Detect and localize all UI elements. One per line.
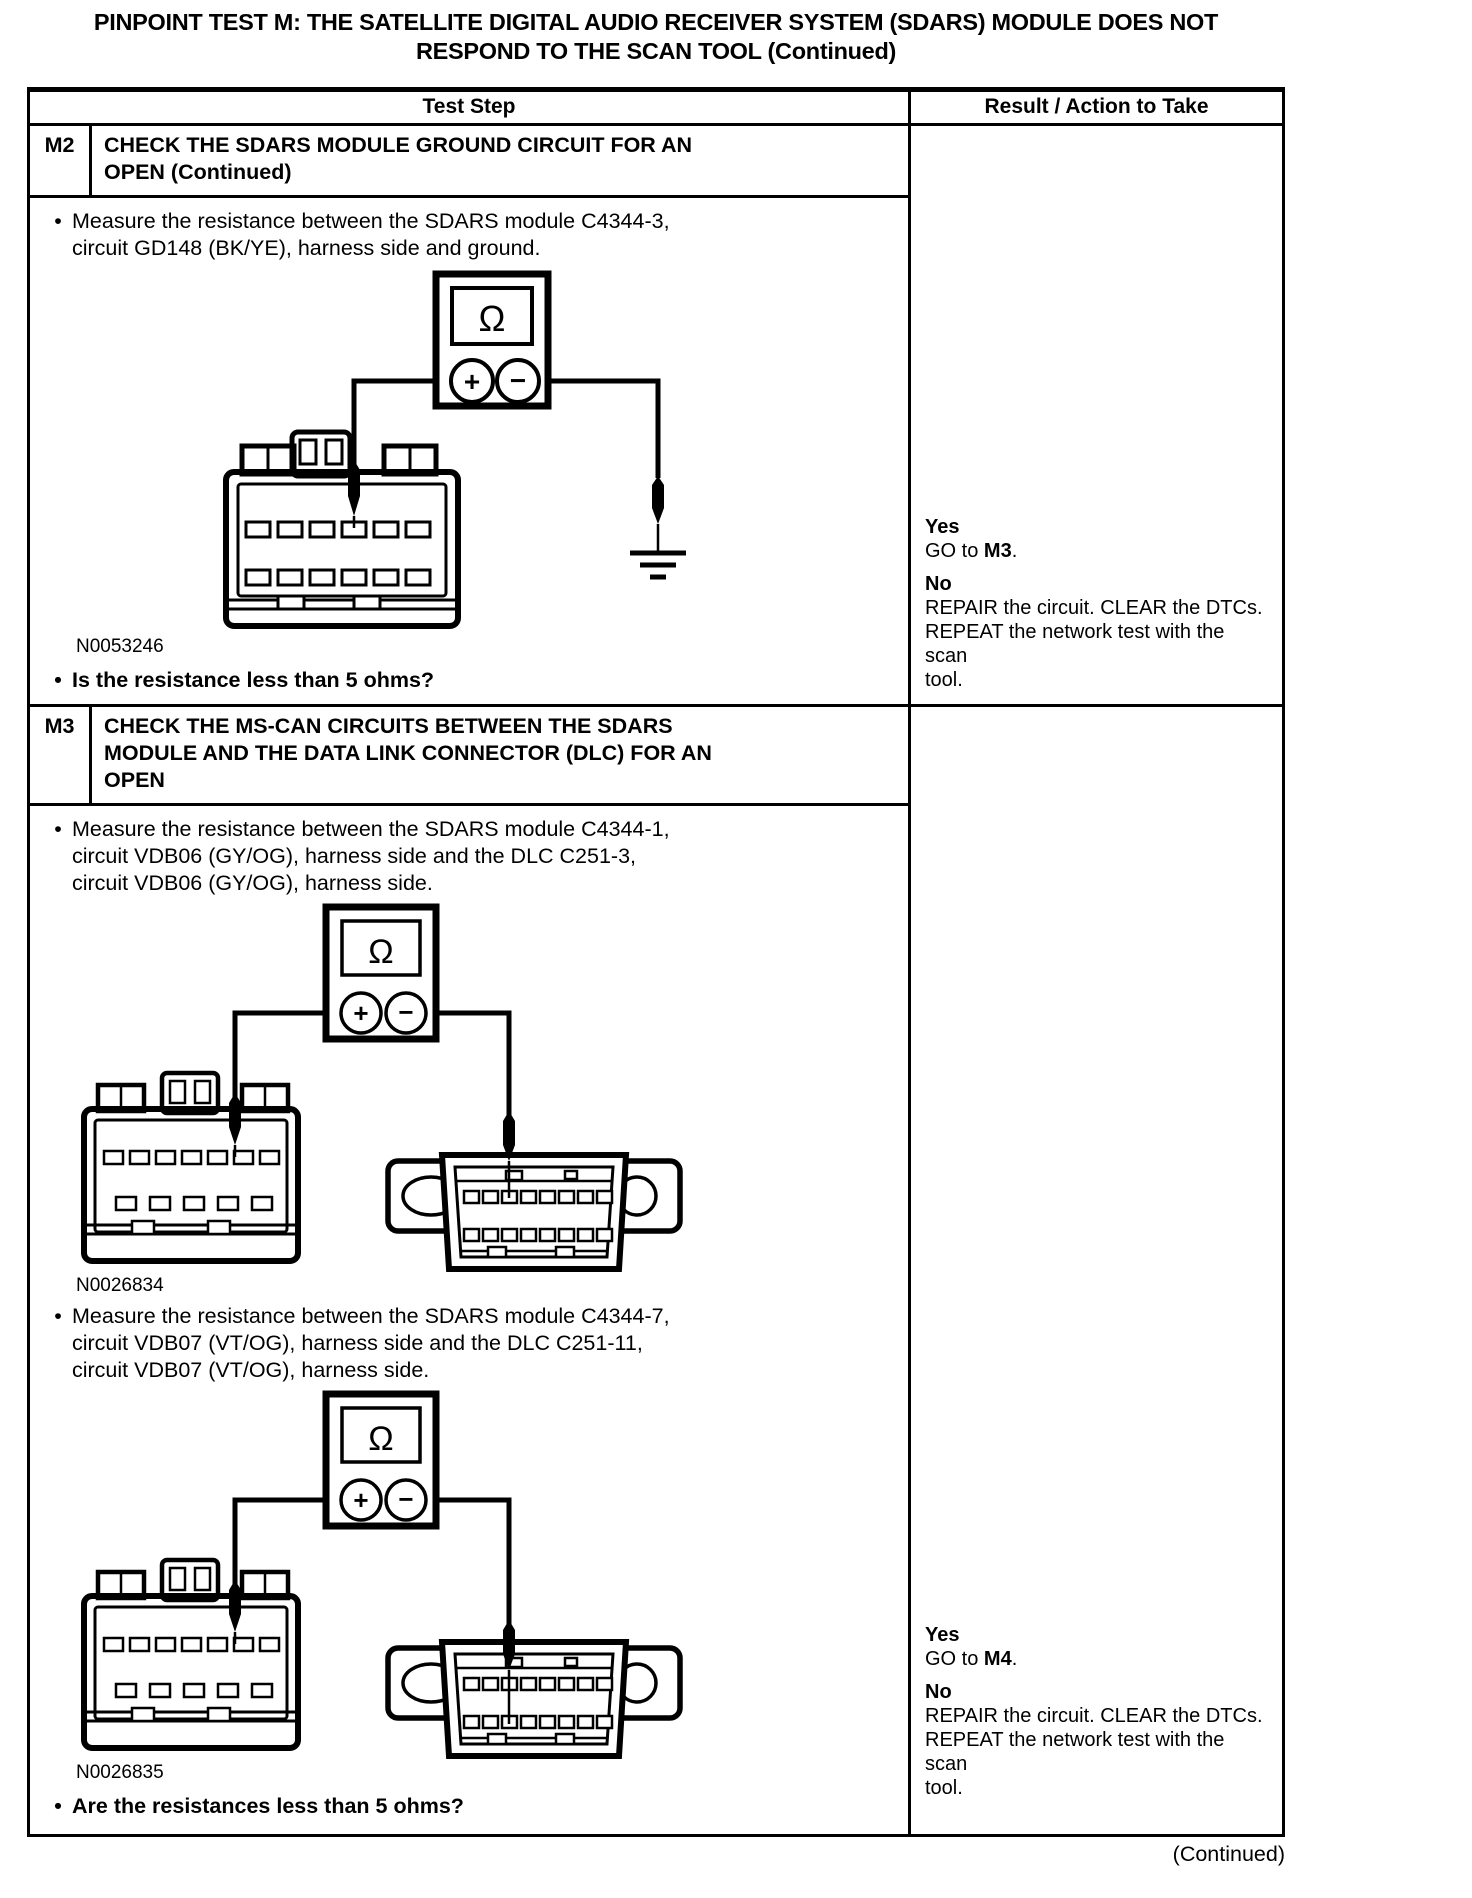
dlc-connector — [388, 1642, 680, 1756]
step-body-m2 — [30, 198, 908, 694]
plus-terminal-label: + — [463, 366, 481, 397]
yes-label: Yes — [925, 516, 960, 538]
multimeter — [326, 907, 436, 1039]
step-title-m3-line2: MODULE AND THE DATA LINK CONNECTOR (DLC) FOR AN — [104, 741, 712, 765]
question-text: Is the resistance less than 5 ohms? — [72, 668, 435, 692]
step-band-m3 — [30, 707, 908, 806]
connector-pins-top-row — [246, 522, 430, 537]
no-action-line: tool. — [925, 669, 963, 691]
bullet-marker: • — [54, 1794, 62, 1818]
step-title-m3-line1: CHECK THE MS-CAN CIRCUITS BETWEEN THE SDARS — [104, 714, 673, 738]
step-title-m3 — [92, 707, 722, 803]
bullet-marker: • — [54, 209, 62, 233]
yes-action: GO to M3. — [925, 540, 1018, 562]
no-label: No — [925, 1681, 952, 1703]
page-title — [27, 8, 1285, 66]
ohm-display: Ω — [478, 298, 506, 339]
sdars-connector — [84, 1560, 298, 1748]
instruction-bullet — [30, 1303, 908, 1384]
page-title-line-2: RESPOND TO THE SCAN TOOL (Continued) — [415, 38, 897, 64]
page-title-line-1: PINPOINT TEST M: THE SATELLITE DIGITAL AUDIO RECEIVER SYSTEM (SDARS) MODULE DOES NOT — [93, 9, 1219, 35]
connector-pins-bottom-row — [116, 1684, 272, 1697]
probe-positive — [348, 460, 360, 528]
figure-m2-ground-measurement — [188, 266, 908, 634]
step-number-m3: M3 — [30, 707, 92, 803]
header-result-action: Result / Action to Take — [984, 95, 1209, 118]
mscan-measurement-diagram-1 — [68, 901, 688, 1273]
question-bullet — [30, 1793, 908, 1820]
sdars-connector — [226, 432, 458, 626]
instruction-line: circuit VDB07 (VT/OG), harness side and the DLC C251-11, — [72, 1331, 643, 1355]
figure-m3-mscan-plus — [68, 901, 908, 1273]
bullet-marker: • — [54, 817, 62, 841]
multimeter — [326, 1394, 436, 1526]
test-lead-negative — [539, 381, 658, 478]
dlc-connector — [388, 1155, 680, 1269]
probe-positive — [229, 1093, 241, 1157]
connector-pins-top-row — [104, 1638, 279, 1651]
continued-note: (Continued) — [1172, 1842, 1285, 1866]
ohm-display: Ω — [368, 1420, 394, 1458]
test-step-row-m2 — [30, 123, 1282, 704]
ground-measurement-diagram — [188, 266, 708, 634]
no-action-line: REPAIR the circuit. CLEAR the DTCs. — [925, 1705, 1263, 1727]
instruction-bullet — [30, 208, 908, 262]
instruction-line: Measure the resistance between the SDARS module C4344-3, — [72, 209, 670, 233]
instruction-bullet — [30, 816, 908, 897]
instruction-line: circuit VDB06 (GY/OG), harness side and the DLC C251-3, — [72, 844, 637, 868]
minus-terminal-label: − — [509, 365, 527, 396]
figure-label: N0026834 — [76, 1275, 164, 1296]
step-title-m3-line3: OPEN — [104, 768, 165, 792]
result-block — [925, 1623, 1270, 1834]
yes-action: GO to M4. — [925, 1648, 1018, 1670]
step-title-m2-line2: OPEN (Continued) — [104, 160, 292, 184]
bullet-marker: • — [54, 668, 62, 692]
sdars-connector — [84, 1073, 298, 1261]
pinpoint-test-table — [27, 87, 1285, 1837]
step-band-m2 — [30, 126, 908, 198]
no-action-line: REPEAT the network test with the scan — [925, 1729, 1225, 1775]
table-header-row — [30, 92, 1282, 123]
go-to-target: M3 — [983, 540, 1012, 562]
page-sheet — [27, 8, 1285, 1867]
instruction-line: circuit VDB07 (VT/OG), harness side. — [72, 1358, 430, 1382]
connector-pins-top-row — [104, 1151, 279, 1164]
instruction-text — [72, 208, 670, 262]
minus-terminal-label: − — [398, 997, 414, 1027]
test-step-row-m3 — [30, 704, 1282, 1834]
no-action-line: tool. — [925, 1777, 963, 1799]
result-cell-m2 — [911, 126, 1282, 704]
ohm-display: Ω — [368, 933, 394, 971]
step-body-m3 — [30, 806, 908, 1820]
step-title-m2-line1: CHECK THE SDARS MODULE GROUND CIRCUIT FOR AN — [104, 133, 693, 157]
no-action-line: REPAIR the circuit. CLEAR the DTCs. — [925, 597, 1263, 619]
question-bullet — [30, 667, 908, 694]
bullet-marker: • — [54, 1304, 62, 1328]
instruction-line: circuit VDB06 (GY/OG), harness side. — [72, 871, 433, 895]
plus-terminal-label: + — [353, 998, 369, 1028]
minus-terminal-label: − — [398, 1484, 414, 1514]
header-test-step: Test Step — [30, 92, 911, 123]
result-block — [925, 515, 1270, 704]
multimeter — [436, 274, 548, 406]
yes-label: Yes — [925, 1624, 960, 1646]
instruction-line: Measure the resistance between the SDARS module C4344-1, — [72, 817, 670, 841]
step-title-m2 — [92, 126, 702, 195]
figure-label: N0053246 — [76, 636, 164, 657]
figure-m3-mscan-minus — [68, 1388, 908, 1760]
plus-terminal-label: + — [353, 1485, 369, 1515]
instruction-text — [72, 1303, 670, 1384]
ground-symbol — [630, 476, 686, 577]
no-action-line: REPEAT the network test with the scan — [925, 621, 1225, 667]
go-to-target: M4 — [983, 1648, 1012, 1670]
result-cell-m3 — [911, 707, 1282, 1834]
figure-label: N0026835 — [76, 1762, 164, 1783]
connector-pins-bottom-row — [246, 570, 430, 585]
mscan-measurement-diagram-2 — [68, 1388, 688, 1760]
connector-pins-bottom-row — [116, 1197, 272, 1210]
question-text: Are the resistances less than 5 ohms? — [72, 1794, 464, 1818]
step-number-m2: M2 — [30, 126, 92, 195]
instruction-text — [72, 816, 670, 897]
no-label: No — [925, 573, 952, 595]
instruction-line: Measure the resistance between the SDARS module C4344-7, — [72, 1304, 670, 1328]
instruction-line: circuit GD148 (BK/YE), harness side and ground. — [72, 236, 541, 260]
probe-positive — [229, 1580, 241, 1644]
